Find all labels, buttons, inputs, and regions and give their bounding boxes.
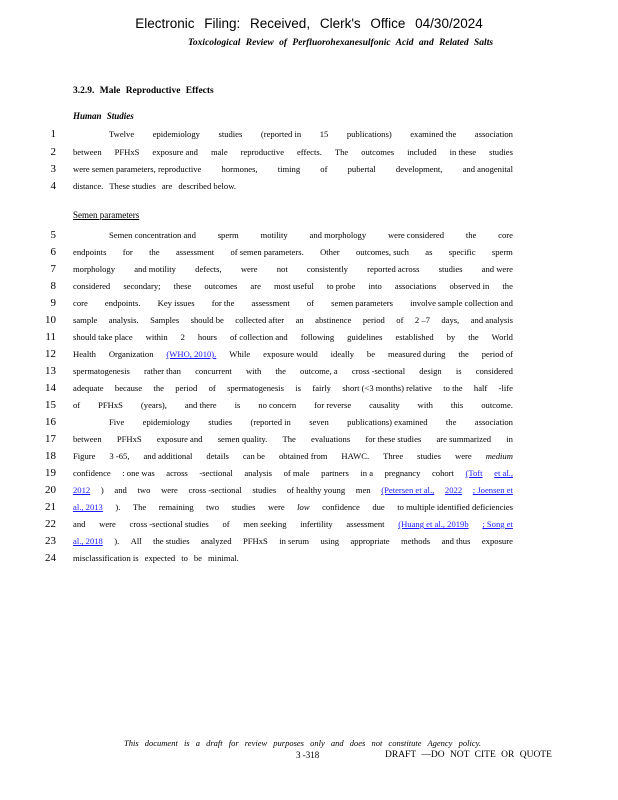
draft-notice: DRAFT —DO NOT CITE OR QUOTE: [385, 750, 552, 760]
text-segment: epidemiology: [142, 417, 190, 427]
text-segment: most useful: [273, 281, 314, 291]
text-segment: endpoints: [73, 247, 107, 257]
text-segment: (reported in: [250, 417, 291, 427]
text-segment: adequate: [73, 383, 104, 393]
text-line: [73, 417, 513, 427]
page-number: 3 -318: [296, 750, 320, 760]
line-number: 21: [45, 501, 56, 513]
text-segment: half: [473, 383, 488, 393]
text-segment: cohort: [431, 468, 454, 478]
text-segment: of healthy young: [286, 485, 346, 495]
text-segment: confidence: [322, 502, 360, 512]
text-segment: studies: [231, 502, 256, 512]
text-segment: exposure and: [152, 147, 198, 157]
text-segment: Other: [320, 247, 340, 257]
text-segment: morphology: [73, 264, 116, 274]
text-line: [73, 164, 513, 174]
text-line: [73, 298, 513, 308]
line-number: 17: [45, 433, 56, 445]
text-segment: between: [73, 434, 102, 444]
text-segment: methods: [401, 536, 431, 546]
text-segment: are: [250, 281, 261, 291]
citation-link[interactable]: ; Song et: [482, 519, 513, 529]
text-line: [73, 147, 513, 157]
text-segment: Five: [109, 417, 125, 427]
text-segment: cross -sectional: [188, 485, 242, 495]
text-segment: minimal.: [208, 553, 239, 563]
text-segment: the: [502, 281, 513, 291]
text-segment: of: [320, 164, 328, 174]
text-segment: Health: [73, 349, 96, 359]
citation-link[interactable]: et al.,: [494, 468, 513, 478]
text-line: [73, 247, 513, 257]
text-segment: in: [506, 434, 513, 444]
text-segment: the: [465, 230, 477, 240]
text-segment: Figure: [73, 451, 96, 461]
text-segment: these: [173, 281, 192, 291]
text-segment: were: [99, 519, 116, 529]
text-segment: are summarized: [436, 434, 492, 444]
text-segment: development,: [395, 164, 443, 174]
text-segment: (reported in: [260, 129, 302, 139]
citation-link[interactable]: al., 2013: [73, 502, 103, 512]
text-segment: established: [395, 332, 434, 342]
text-line: [73, 181, 513, 191]
text-segment: association: [474, 129, 513, 139]
text-segment: hormones,: [221, 164, 258, 174]
text-segment: of: [396, 315, 404, 325]
line-number: 14: [45, 382, 56, 394]
text-segment: and there: [184, 400, 217, 410]
text-segment: 2: [180, 332, 185, 342]
text-segment: core: [73, 298, 88, 308]
text-segment: reproductive: [240, 147, 285, 157]
text-segment: details: [206, 451, 229, 461]
text-segment: is: [234, 400, 241, 410]
text-segment: in a: [360, 468, 374, 478]
text-segment: While: [229, 349, 251, 359]
text-segment: to the: [443, 383, 463, 393]
citation-link[interactable]: (Toft: [465, 468, 483, 478]
text-segment: design: [419, 366, 442, 376]
text-segment: included: [407, 147, 437, 157]
text-segment: PFHxS: [116, 434, 142, 444]
text-segment: associations: [394, 281, 437, 291]
text-segment: studies: [252, 485, 277, 495]
text-segment: the: [153, 383, 164, 393]
section-subheading: Human Studies: [73, 111, 134, 121]
citation-link[interactable]: (Petersen et al.,: [381, 485, 435, 495]
text-segment: hours: [197, 332, 217, 342]
citation-link[interactable]: 2022: [444, 485, 463, 495]
text-segment: with: [417, 400, 433, 410]
text-segment: to multiple identified deficiencies: [397, 502, 513, 512]
text-segment: and were: [481, 264, 513, 274]
text-segment: and: [73, 519, 86, 529]
text-segment: semen quality.: [217, 434, 268, 444]
line-number: 4: [50, 180, 56, 192]
line-number: 2: [50, 146, 56, 158]
text-segment: outcome.: [481, 400, 513, 410]
text-line: [73, 264, 513, 274]
citation-link[interactable]: (Huang et al., 2019b: [398, 519, 469, 529]
filing-stamp: Electronic Filing: Received, Clerk's Office 04/30/2024: [135, 16, 483, 31]
text-segment: exposure would: [263, 349, 318, 359]
text-segment: between: [73, 147, 102, 157]
text-segment: using: [320, 536, 340, 546]
text-segment: due: [372, 502, 385, 512]
text-segment: 15: [319, 129, 329, 139]
text-segment: the: [275, 366, 286, 376]
citation-link[interactable]: (WHO, 2010).: [166, 349, 217, 359]
citation-link[interactable]: ; Joensen et: [472, 485, 513, 495]
text-segment: confidence: [73, 468, 111, 478]
text-segment: period of: [481, 349, 513, 359]
text-segment: analyzed: [201, 536, 232, 546]
text-segment: as: [425, 247, 433, 257]
text-segment: outcome, a: [300, 366, 338, 376]
text-segment: analysis: [244, 468, 272, 478]
text-segment: for the: [211, 298, 235, 308]
text-segment: were: [240, 264, 258, 274]
text-segment: were: [267, 502, 285, 512]
line-number: 19: [45, 467, 56, 479]
text-segment: outcomes, such: [355, 247, 409, 257]
text-line: [73, 349, 513, 359]
text-segment: sample: [73, 315, 98, 325]
text-segment: causality: [369, 400, 400, 410]
text-segment: partners: [321, 468, 349, 478]
text-segment: cross -sectional: [351, 366, 406, 376]
text-segment: studies: [489, 147, 513, 157]
text-segment: considered: [475, 366, 513, 376]
text-segment: Samples: [150, 315, 180, 325]
line-number: 5: [50, 229, 56, 241]
text-segment: : one was: [122, 468, 155, 478]
text-segment: observed in: [449, 281, 490, 291]
text-line: [73, 536, 513, 546]
text-segment: spermatogenesis: [73, 366, 130, 376]
text-line: [73, 129, 513, 139]
text-segment: were considered: [387, 230, 445, 240]
text-segment: in these: [449, 147, 477, 157]
text-segment: an: [295, 315, 304, 325]
text-segment: into: [368, 281, 382, 291]
text-segment: two: [206, 502, 220, 512]
text-segment: medium: [485, 451, 513, 461]
text-segment: measured during: [387, 349, 446, 359]
text-segment: examined the: [410, 129, 457, 139]
text-segment: association: [474, 417, 513, 427]
text-segment: Organization: [108, 349, 154, 359]
text-segment: to probe: [326, 281, 356, 291]
text-line: [73, 366, 513, 376]
text-segment: Semen concentration and: [109, 230, 196, 240]
text-segment: studies: [218, 129, 243, 139]
text-segment: the: [458, 349, 469, 359]
text-segment: pubertal: [347, 164, 376, 174]
text-segment: were: [455, 451, 472, 461]
text-segment: outcomes: [204, 281, 238, 291]
text-segment: should take place: [73, 332, 133, 342]
text-segment: outcomes: [361, 147, 395, 157]
text-segment: with: [245, 366, 262, 376]
text-segment: ).: [115, 502, 121, 512]
text-segment: PFHxS: [242, 536, 268, 546]
text-line: [73, 332, 513, 342]
line-number: 3: [50, 163, 56, 175]
text-segment: consistently: [306, 264, 348, 274]
text-segment: be: [366, 349, 376, 359]
text-segment: epidemiology: [152, 129, 200, 139]
text-segment: period: [175, 383, 198, 393]
text-segment: of: [208, 383, 216, 393]
text-segment: defects,: [195, 264, 222, 274]
text-segment: seven: [309, 417, 329, 427]
text-segment: ideally: [330, 349, 355, 359]
text-segment: fairly: [312, 383, 331, 393]
text-segment: The: [132, 502, 147, 512]
text-segment: guidelines: [347, 332, 383, 342]
text-segment: exposure: [481, 536, 513, 546]
text-segment: and anogenital: [462, 164, 513, 174]
text-segment: Three: [383, 451, 404, 461]
text-line: [73, 468, 513, 478]
line-number: 23: [45, 535, 56, 547]
text-segment: of: [222, 519, 230, 529]
text-segment: specific: [448, 247, 476, 257]
footer-disclaimer: This document is a draft for review purposes only and does not constitute Agency policy.: [124, 738, 482, 748]
text-segment: and analysis: [470, 315, 513, 325]
text-segment: across: [166, 468, 188, 478]
text-segment: for: [122, 247, 133, 257]
citation-link[interactable]: 2012: [73, 485, 91, 495]
text-segment: infertility: [300, 519, 333, 529]
text-segment: of collection and: [229, 332, 288, 342]
text-segment: male: [210, 147, 228, 157]
text-segment: were semen parameters, reproductive: [73, 164, 202, 174]
text-line: [73, 451, 513, 461]
text-segment: These studies: [109, 181, 156, 191]
text-segment: obtained from: [278, 451, 328, 461]
text-segment: analysis.: [108, 315, 139, 325]
text-segment: appropriate: [350, 536, 390, 546]
text-segment: Twelve: [109, 129, 135, 139]
text-segment: ): [100, 485, 104, 495]
text-segment: for these studies: [365, 434, 422, 444]
text-segment: of: [306, 298, 315, 308]
line-number: 18: [45, 450, 56, 462]
text-segment: remaining: [158, 502, 194, 512]
text-segment: Key issues: [157, 298, 195, 308]
text-segment: 2 –7: [414, 315, 430, 325]
text-segment: studies: [208, 417, 233, 427]
line-number: 16: [45, 416, 56, 428]
text-segment: not: [276, 264, 288, 274]
text-segment: PFHxS: [114, 147, 140, 157]
line-number: 7: [50, 263, 56, 275]
text-segment: publications): [346, 129, 392, 139]
text-segment: endpoints.: [104, 298, 141, 308]
text-segment: following: [300, 332, 335, 342]
text-line: [73, 553, 513, 563]
text-segment: expected: [144, 553, 176, 563]
text-segment: collected after: [235, 315, 285, 325]
text-segment: secondary;: [123, 281, 161, 291]
text-segment: should be: [190, 315, 224, 325]
text-segment: All: [130, 536, 142, 546]
text-segment: the: [468, 332, 479, 342]
text-segment: can be: [242, 451, 265, 461]
line-number: 6: [50, 246, 56, 258]
text-segment: the studies: [153, 536, 190, 546]
text-segment: short (<3 months) relative: [342, 383, 432, 393]
text-line: [73, 400, 513, 410]
text-segment: PFHxS: [98, 400, 123, 410]
text-segment: is: [455, 366, 462, 376]
text-segment: pregnancy: [384, 468, 421, 478]
text-segment: this: [450, 400, 464, 410]
text-segment: by: [446, 332, 456, 342]
text-segment: World: [491, 332, 513, 342]
text-segment: misclassification is: [73, 553, 139, 563]
text-segment: in serum: [279, 536, 310, 546]
text-segment: and morphology: [309, 230, 367, 240]
line-number: 9: [50, 297, 56, 309]
text-segment: distance.: [73, 181, 104, 191]
line-number: 1: [50, 128, 56, 140]
text-segment: were: [161, 485, 178, 495]
text-segment: semen parameters: [331, 298, 393, 308]
line-number: 12: [45, 348, 56, 360]
text-segment: is: [295, 383, 301, 393]
line-number: 24: [45, 552, 56, 564]
text-segment: sperm: [491, 247, 513, 257]
line-number: 13: [45, 365, 56, 377]
line-number: 10: [45, 314, 56, 326]
text-segment: men: [355, 485, 371, 495]
text-segment: 3 -65,: [109, 451, 130, 461]
line-number: 20: [45, 484, 56, 496]
text-segment: days,: [441, 315, 460, 325]
text-segment: the: [149, 247, 160, 257]
text-segment: described below.: [178, 181, 237, 191]
text-segment: cross -sectional studies: [129, 519, 209, 529]
text-segment: -life: [498, 383, 513, 393]
text-segment: timing: [277, 164, 301, 174]
text-segment: studies: [438, 264, 463, 274]
text-segment: and additional: [143, 451, 193, 461]
text-segment: publications) examined: [347, 417, 428, 427]
text-segment: men seeking: [243, 519, 287, 529]
text-segment: the: [445, 417, 457, 427]
text-line: [73, 485, 513, 495]
text-segment: motility: [260, 230, 288, 240]
text-segment: because: [114, 383, 143, 393]
text-segment: effects.: [296, 147, 322, 157]
line-number: 15: [45, 399, 56, 411]
text-segment: ).: [114, 536, 120, 546]
text-line: [73, 230, 513, 240]
text-segment: involve sample collection and: [410, 298, 513, 308]
text-segment: period: [362, 315, 385, 325]
text-segment: for reverse: [314, 400, 352, 410]
text-segment: to: [181, 553, 188, 563]
text-segment: studies: [417, 451, 442, 461]
text-line: [73, 502, 513, 512]
text-segment: evaluations: [311, 434, 351, 444]
text-segment: abstinence: [315, 315, 352, 325]
line-number: 22: [45, 518, 56, 530]
text-segment: exposure and: [156, 434, 203, 444]
text-segment: of: [73, 400, 81, 410]
text-segment: considered: [73, 281, 111, 291]
text-segment: assessment: [251, 298, 290, 308]
text-segment: assessment: [175, 247, 215, 257]
text-line: [73, 315, 513, 325]
text-segment: of male: [283, 468, 310, 478]
text-line: [73, 383, 513, 393]
text-segment: two: [137, 485, 151, 495]
text-segment: spermatogenesis: [227, 383, 284, 393]
text-line: [73, 434, 513, 444]
text-segment: core: [498, 230, 513, 240]
line-number: 8: [50, 280, 56, 292]
text-segment: sperm: [217, 230, 239, 240]
text-segment: low: [297, 502, 310, 512]
text-segment: concurrent: [195, 366, 232, 376]
citation-link[interactable]: al., 2018: [73, 536, 103, 546]
text-segment: within: [145, 332, 168, 342]
text-segment: no concern: [258, 400, 297, 410]
text-segment: and: [114, 485, 127, 495]
text-segment: rather than: [143, 366, 181, 376]
section-heading: 3.2.9. Male Reproductive Effects: [73, 86, 214, 96]
text-segment: be: [193, 553, 202, 563]
text-segment: (years),: [140, 400, 167, 410]
text-segment: The: [334, 147, 349, 157]
text-segment: -sectional: [199, 468, 233, 478]
text-segment: are: [161, 181, 173, 191]
subsection-subheading: Semen parameters: [73, 210, 140, 220]
text-line: [73, 519, 513, 529]
text-segment: and motility: [134, 264, 176, 274]
text-segment: of semen parameters.: [230, 247, 304, 257]
line-number: 11: [45, 331, 56, 343]
text-segment: The: [282, 434, 296, 444]
text-segment: assessment: [346, 519, 385, 529]
text-segment: and thus: [441, 536, 471, 546]
document-running-title: Toxicological Review of Perfluorohexanesulfonic Acid and Related Salts: [188, 38, 494, 48]
text-line: [73, 281, 513, 291]
text-segment: HAWC.: [341, 451, 370, 461]
text-segment: reported across: [367, 264, 420, 274]
